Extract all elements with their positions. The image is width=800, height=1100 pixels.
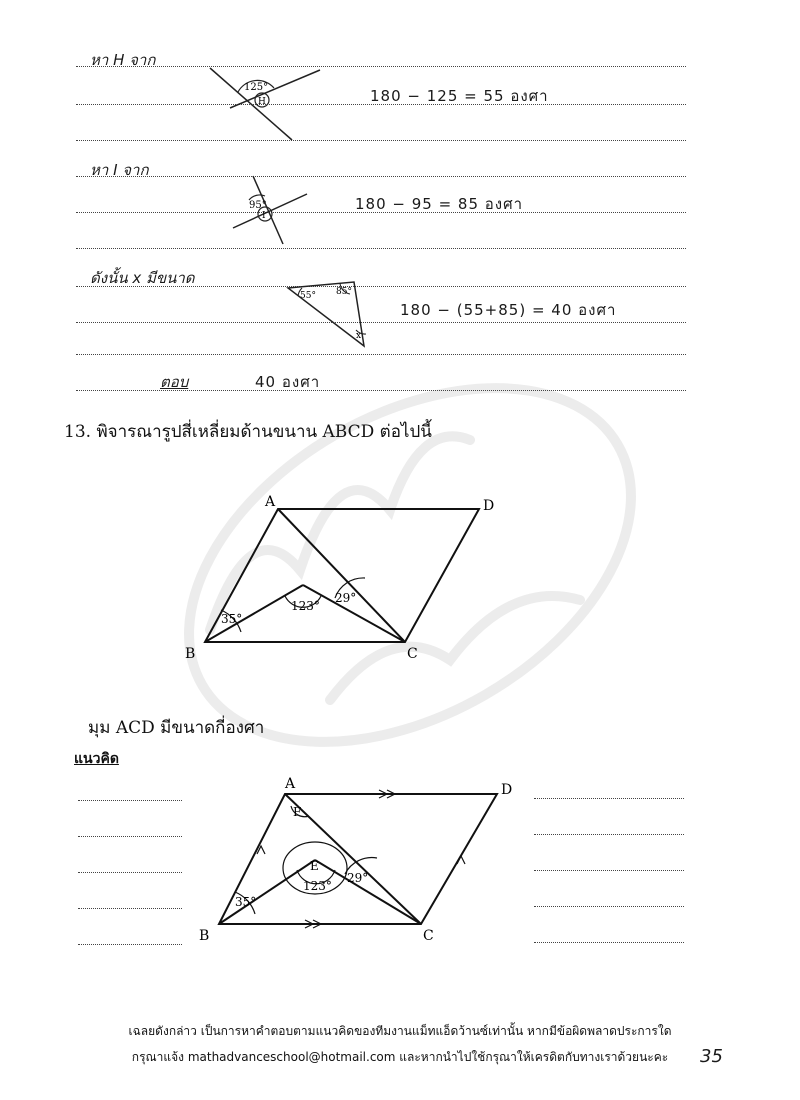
step-i-calc: 180 − 95 = 85 องศา <box>355 195 524 213</box>
vertex-a: A <box>285 776 296 792</box>
dotted-line <box>76 176 686 177</box>
angle-f-label: F <box>293 805 302 819</box>
question-heading <box>64 418 432 445</box>
vertex-b: B <box>185 646 196 662</box>
step-h-figure <box>200 60 330 145</box>
answer-label: ตอบ <box>160 373 189 391</box>
dotted-line <box>534 834 684 835</box>
dotted-line <box>534 942 684 943</box>
angle-e-label: E <box>310 859 319 873</box>
angle-29: 29° <box>347 871 369 885</box>
step-x-angle-a: 55° <box>300 291 316 301</box>
dotted-line <box>534 906 684 907</box>
step-x-label: ดังนั้น x มีขนาด <box>90 269 195 287</box>
dotted-line <box>76 322 686 323</box>
vertex-d: D <box>501 782 513 798</box>
vertex-d: D <box>483 498 495 514</box>
dotted-line <box>76 354 686 355</box>
footer-line-1: เฉลยดังกล่าว เป็นการหาคำตอบตามแนวคิดของทีมงานแม็ทแอ็ดว้านซ์เท่านั้น หากมีข้อผิดพลาดประการใด <box>128 1024 672 1038</box>
step-i-label: หา I จาก <box>90 161 149 179</box>
dotted-line <box>78 872 182 873</box>
answer-value: 40 องศา <box>255 373 321 391</box>
parallelogram-figure-2 <box>195 772 530 947</box>
footer-line-2: กรุณาแจ้ง mathadvanceschool@hotmail.com และหากนำไปใช้กรุณาให้เครดิตกับทางเราด้วยนะคะ <box>131 1050 669 1064</box>
parallelogram-figure-1 <box>175 490 515 670</box>
vertex-b: B <box>199 928 210 944</box>
angle-35: 35° <box>221 612 243 626</box>
question-prompt: มุม ACD มีขนาดกี่องศา <box>88 718 265 738</box>
step-i-angle: 95° <box>249 200 267 211</box>
method-heading: แนวคิด <box>74 751 119 767</box>
dotted-line <box>78 800 182 801</box>
dotted-line <box>76 248 686 249</box>
page-number: 35 <box>700 1046 723 1067</box>
step-x-letter: x <box>356 331 362 341</box>
step-x-calc: 180 − (55+85) = 40 องศา <box>400 301 617 319</box>
step-x-figure <box>280 276 375 351</box>
question-number: 13. <box>64 422 92 442</box>
vertex-c: C <box>423 928 434 944</box>
step-h-angle: 125° <box>244 82 269 93</box>
dotted-line <box>534 870 684 871</box>
step-i-letter: I <box>262 211 266 221</box>
step-i-figure <box>225 172 315 252</box>
vertex-a: A <box>265 494 276 510</box>
angle-123: 123° <box>291 599 320 613</box>
angle-35: 35° <box>235 895 257 909</box>
vertex-c: C <box>407 646 418 662</box>
question-text: พิจารณารูปสี่เหลี่ยมด้านขนาน ABCD ต่อไปนี้ <box>96 422 432 442</box>
dotted-line <box>78 836 182 837</box>
angle-29: 29° <box>335 591 357 605</box>
step-x-angle-b: 85° <box>336 287 352 297</box>
dotted-line <box>534 798 684 799</box>
angle-123: 123° <box>303 879 332 893</box>
dotted-line <box>76 140 686 141</box>
dotted-line <box>78 908 182 909</box>
step-h-calc: 180 − 125 = 55 องศา <box>370 87 549 105</box>
dotted-line <box>76 66 686 67</box>
step-h-label: หา H จาก <box>90 51 156 69</box>
step-h-letter: H <box>258 97 266 107</box>
dotted-line <box>78 944 182 945</box>
